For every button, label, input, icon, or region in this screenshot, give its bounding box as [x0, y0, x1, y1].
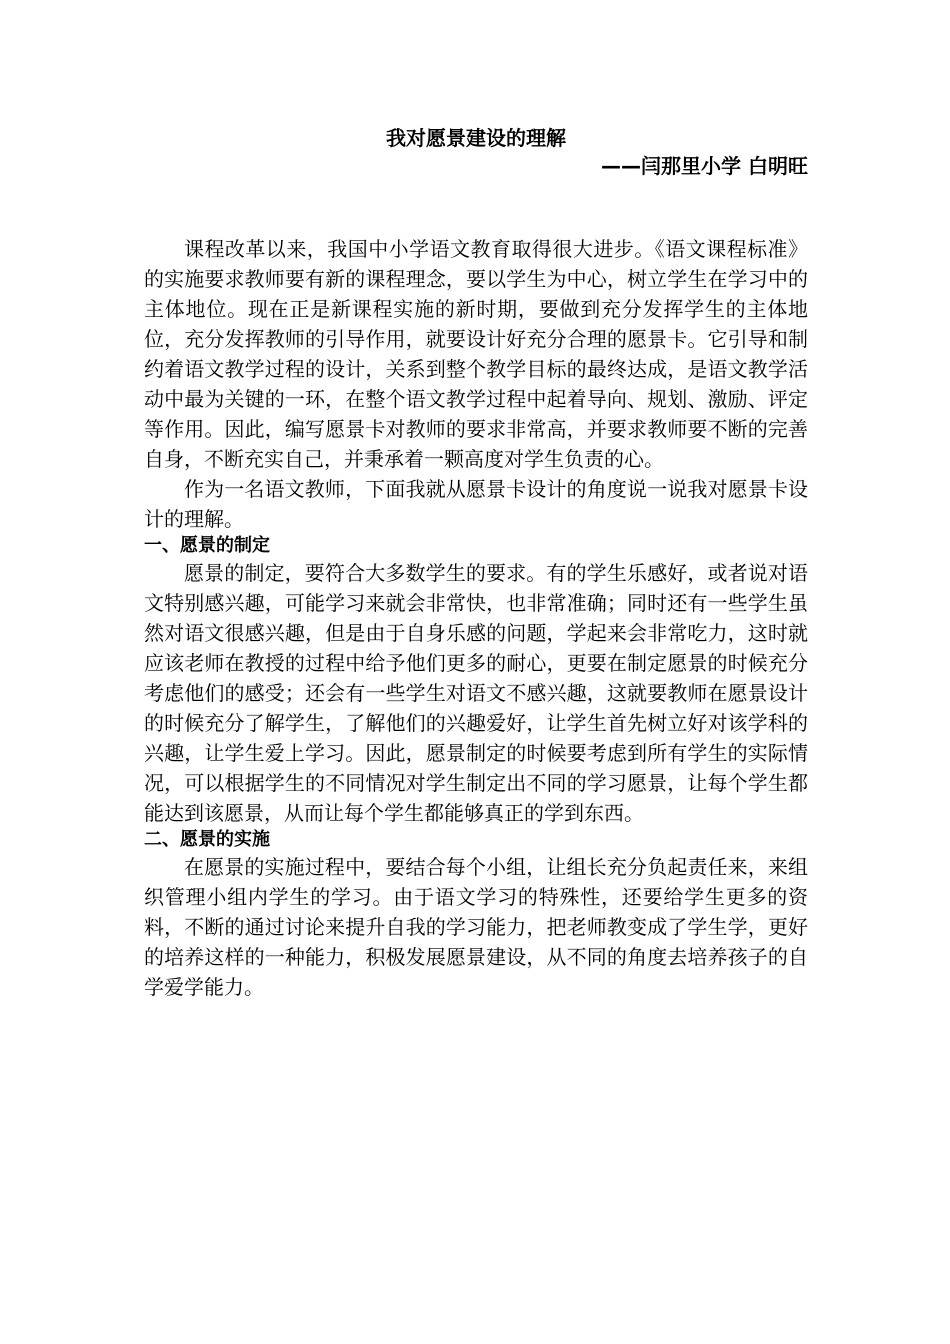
section-heading-implementation: 二、愿景的实施 [144, 829, 270, 850]
section-paragraph-formulation: 愿景的制定，要符合大多数学生的要求。有的学生乐感好，或者说对语文特别感兴趣，可能学习来就会非常快，也非常准确；同时还有一些学生虽然对语文很感兴趣，但是由于自身乐感的问题，学起来会非常吃力，这时就应该老师在教授的过程中给予他们更多的耐心，更要在制定愿景的时候充分考虑他们的感受；还会有一些学生对语文不感兴趣，这就要教师在愿景设计的时候充分了解学生，了解他们的兴趣爱好，让学生首先树立好对该学科的兴趣，让学生爱上学习。因此，愿景制定的时候要考虑到所有学生的实际情况，可以根据学生的不同情况对学生制定出不同的学习愿景，让每个学生都能达到该愿景，从而让每个学生都能够真正的学到东西。 [144, 561, 808, 825]
section-paragraph-implementation: 在愿景的实施过程中，要结合每个小组，让组长充分负起责任来，来组织管理小组内学生的学习。由于语文学习的特殊性，还要给学生更多的资料，不断的通过讨论来提升自我的学习能力，把老师教变成了学生学，更好的培养这样的一种能力，积极发展愿景建设，从不同的角度去培养孩子的自学爱学能力。 [144, 855, 808, 999]
document-body [144, 234, 808, 1002]
intro-paragraph-2: 作为一名语文教师，下面我就从愿景卡设计的角度说一说我对愿景卡设计的理解。 [144, 477, 808, 531]
intro-paragraph-1: 课程改革以来，我国中小学语文教育取得很大进步。《语文课程标准》的实施要求教师要有新的课程理念，要以学生为中心，树立学生在学习中的主体地位。现在正是新课程实施的新时期，要做到充分发挥学生的主体地位，充分发挥教师的引导作用，就要设计好充分合理的愿景卡。它引导和制约着语文教学过程的设计，关系到整个教学目标的最终达成，是语文教学活动中最为关键的一环，在整个语文教学过程中起着导向、规划、激励、评定等作用。因此，编写愿景卡对教师的要求非常高，并要求教师要不断的完善自身，不断充实自己，并秉承着一颗高度对学生负责的心。 [144, 237, 808, 471]
document-content [144, 124, 808, 1002]
author-byline: ——闫那里小学 白明旺 [601, 154, 808, 178]
document-title: 我对愿景建设的理解 [386, 126, 566, 150]
section-heading-formulation: 一、愿景的制定 [144, 535, 270, 556]
